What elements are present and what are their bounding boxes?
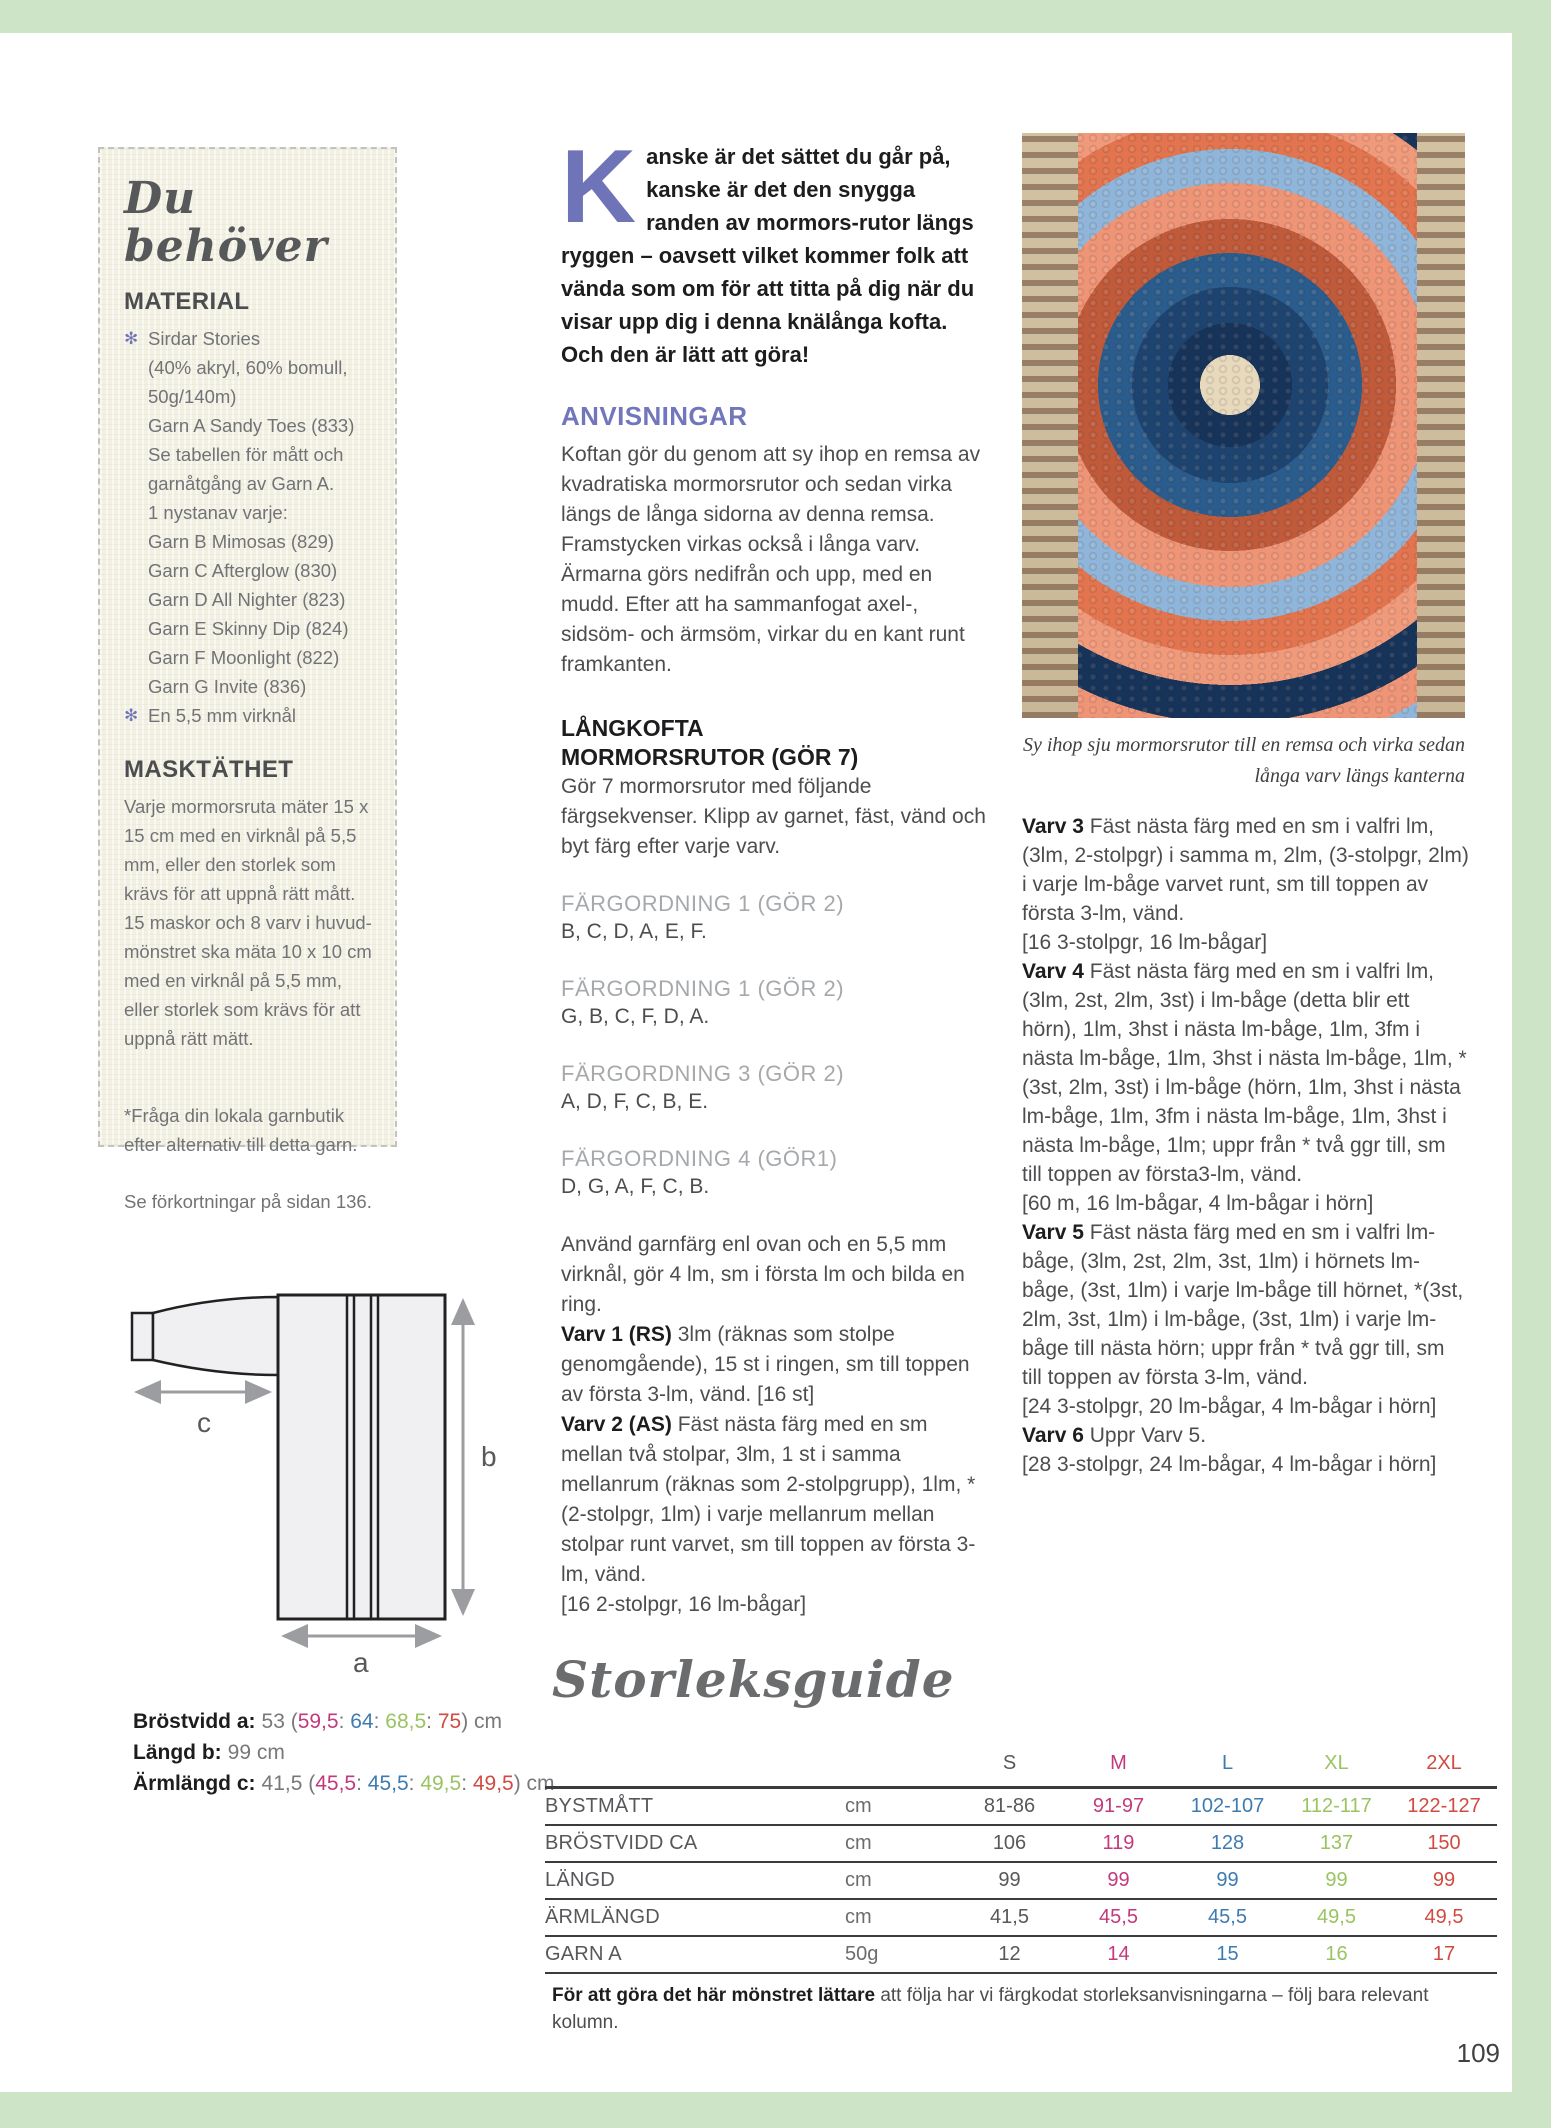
page-frame-top — [0, 0, 1551, 33]
measurements-block — [133, 1706, 583, 1799]
round-text: [16 3-stolpgr, 16 lm-bågar] — [1022, 931, 1268, 954]
size-guide-header-row — [545, 1748, 1497, 1789]
measurement-value: 68,5 — [385, 1710, 427, 1733]
pattern-subheading-1: LÅNGKOFTA — [561, 715, 704, 741]
measurement-value: 99 cm — [227, 1741, 285, 1764]
color-order-label: FÄRGORDNING 3 (GÖR 2) — [561, 1061, 845, 1086]
material-item-text: Garn G Invite (836) — [148, 675, 307, 697]
materials-sidebar — [98, 147, 397, 1212]
row-unit: cm — [845, 1869, 872, 1891]
body-shape — [278, 1295, 445, 1619]
material-item-text: Garn B Mimosas (829) — [148, 530, 335, 552]
schematic-svg — [85, 1240, 525, 1680]
value-xl: 112-117 — [1301, 1795, 1372, 1817]
sleeve-shape — [153, 1297, 278, 1375]
round-label: Varv 2 (AS) — [561, 1413, 672, 1436]
measurement-value: 75 — [437, 1710, 462, 1733]
color-coding-note — [552, 1982, 1482, 2036]
rounds-middle — [561, 1230, 993, 1620]
value-m: 45,5 — [1099, 1906, 1138, 1928]
row-label: BYSTMÅTT — [545, 1795, 654, 1817]
value-l: 128 — [1210, 1832, 1245, 1854]
round-label: Varv 5 — [1022, 1221, 1084, 1244]
value-s: 41,5 — [990, 1906, 1029, 1928]
row-label: LÄNGD — [545, 1869, 615, 1891]
size-header-m: M — [1110, 1751, 1127, 1774]
size-guide-table — [545, 1748, 1497, 1974]
material-item — [124, 672, 373, 701]
round-text: Fäst nästa färg med en sm i valfri lm, (3lm, 2-stolpgr) i samma m, 2lm, (3-stolpgr, 2lm) i varje lm-båge varvet runt, sm till toppen av första 3-lm, vänd. — [1022, 815, 1469, 925]
rounds-right — [1022, 812, 1470, 1479]
round-text: Fäst nästa färg med en sm mellan två stolpar, 3lm, 1 st i samma mellanrum (räknas som 2-stolpgrupp), 1lm, *(2-stolpgr, 1lm) i varje mellanrum mellan stolpar runt varvet, sm till toppen av första 3-lm, vänd. — [561, 1413, 976, 1586]
round-paragraph — [561, 1410, 993, 1590]
value-s: 106 — [992, 1832, 1027, 1854]
bust-measurement — [133, 1706, 583, 1737]
round-paragraph — [1022, 1218, 1470, 1392]
value-xl: 49,5 — [1317, 1906, 1356, 1928]
material-item — [124, 353, 373, 411]
round-text: Fäst nästa färg med en sm i valfri lm-båge, (3lm, 2st, 2lm, 3st, 1lm) i hörnets lm-båge, (3st, 1lm) i varje lm-båge till hörnet, *(3st, 2lm, 3st, 1lm) i lm-båge, (3st, 1lm) i varje lm-båge till nästa hörn; uppr från * två ggr till, sm till toppen av första 3-lm, vänd. — [1022, 1221, 1464, 1389]
value-2xl: 49,5 — [1424, 1906, 1464, 1928]
row-label: ÄRMLÄNGD — [545, 1906, 660, 1928]
row-label: BRÖSTVIDD CA — [545, 1832, 698, 1854]
sleeve-label: Ärmlängd c: — [133, 1772, 256, 1795]
size-header-l: L — [1221, 1751, 1234, 1774]
pattern-subheading-2: MORMORSRUTOR (GÖR 7) — [561, 744, 859, 770]
material-item — [124, 556, 373, 585]
garment-schematic — [85, 1240, 525, 1685]
dropcap-k: K — [561, 129, 637, 245]
round-label: Varv 4 — [1022, 960, 1084, 983]
round-paragraph — [1022, 957, 1470, 1189]
value-m: 99 — [1107, 1869, 1130, 1891]
instructions-body: Koftan gör du genom att sy ihop en remsa av kvadratiska mormorsrutor och sedan virka längs de långa sidorna av denna remsa. Framstycken virkas också i långa varv. Ärmarna görs nedifrån och upp, med en mudd. Efter att ha sammanfogat axel-, sidsöm- och ärmsöm, virkar du en kant runt framkanten. — [561, 443, 981, 676]
round-paragraph — [1022, 1189, 1470, 1218]
value-m: 119 — [1102, 1832, 1135, 1854]
bust-label: Bröstvidd a: — [133, 1710, 256, 1733]
color-order-sequence: G, B, C, F, D, A. — [561, 1005, 710, 1028]
row-label: GARN A — [545, 1943, 622, 1965]
material-item-text: Garn A Sandy Toes (833) — [148, 414, 355, 436]
length-label: Längd b: — [133, 1741, 222, 1764]
color-order-block — [561, 975, 993, 1032]
measurement-value: 53 ( — [261, 1710, 298, 1733]
round-paragraph — [1022, 1392, 1470, 1421]
round-paragraph — [1022, 1450, 1470, 1479]
color-order-block — [561, 890, 993, 947]
table-row — [545, 1900, 1497, 1937]
material-item-text: Garn E Skinny Dip (824) — [148, 617, 349, 639]
material-heading: MATERIAL — [124, 287, 250, 315]
material-item — [124, 411, 373, 440]
round-text: [24 3-stolpgr, 20 lm-bågar, 4 lm-bågar i hörn] — [1022, 1395, 1437, 1418]
round-text: [16 2-stolpgr, 16 lm-bågar] — [561, 1593, 807, 1616]
measurement-value: 64 — [350, 1710, 374, 1733]
material-item-text: Garn C Afterglow (830) — [148, 559, 338, 581]
intro-text: anske är det sättet du går på, kanske är det den snygga randen av mormors-rutor längs ryggen – oavsett vilket kommer folk att vända som om för att titta på dig när du visar upp dig i denna knälånga kofta. Och den är lätt att göra! — [561, 144, 975, 367]
color-order-sequence: D, G, A, F, C, B. — [561, 1175, 710, 1198]
material-item-text: Garn F Moonlight (822) — [148, 646, 340, 668]
color-order-label: FÄRGORDNING 1 (GÖR 2) — [561, 891, 845, 916]
value-xl: 99 — [1325, 1869, 1348, 1891]
color-order-sequence: B, C, D, A, E, F. — [561, 920, 707, 943]
length-measurement — [133, 1737, 583, 1768]
color-order-block — [561, 1060, 993, 1117]
row-unit: cm — [845, 1906, 872, 1928]
round-text: [60 m, 16 lm-bågar, 4 lm-bågar i hörn] — [1022, 1192, 1374, 1215]
round-text: Fäst nästa färg med en sm i valfri lm, (3lm, 2st, 2lm, 3st) i lm-båge (detta blir ett hörn), 1lm, 3hst i nästa lm-båge, 1lm, 3fm i nästa lm-båge, 1lm, 3hst i nästa lm-båge, 1lm, *(3st, 2lm, 3st) i lm-båge (hörn, 1lm, 3hst i nästa lm-båge, 1lm, 3fm i nästa lm-båge, 1lm, 3hst i nästa lm-båge, 1lm; uppr från * två ggr till, sm till toppen av första3-lm, vänd. — [1022, 960, 1467, 1186]
round-paragraph — [561, 1590, 993, 1620]
value-2xl: 122-127 — [1407, 1795, 1481, 1817]
label-b: b — [481, 1441, 497, 1472]
round-label: Varv 3 — [1022, 815, 1084, 838]
measurement-value: ) cm — [461, 1710, 503, 1733]
size-guide-title: Storleksguide — [552, 1650, 955, 1709]
material-item-text: garnåtgång av Garn A. — [148, 472, 335, 494]
round-label: Varv 1 (RS) — [561, 1323, 672, 1346]
measurement-value: : — [356, 1772, 368, 1795]
round-text: [28 3-stolpgr, 24 lm-bågar, 4 lm-bågar i hörn] — [1022, 1453, 1437, 1476]
material-item — [124, 614, 373, 643]
measurement-value: : — [408, 1772, 421, 1795]
value-s: 12 — [998, 1943, 1021, 1965]
value-2xl: 99 — [1432, 1869, 1456, 1891]
value-2xl: 17 — [1432, 1943, 1456, 1965]
round-text: Uppr Varv 5. — [1083, 1424, 1207, 1447]
note-rest: att följa har vi färgkodat storleksanvisningarna – följ bara relevant kolumn. — [552, 1985, 1429, 2033]
value-s: 81-86 — [983, 1795, 1036, 1817]
material-item — [124, 440, 373, 469]
table-row — [545, 1826, 1497, 1863]
material-item — [124, 701, 373, 730]
value-m: 14 — [1107, 1943, 1130, 1965]
photo-mesh-right — [1417, 133, 1465, 718]
value-l: 102-107 — [1190, 1795, 1265, 1817]
value-xl: 137 — [1319, 1832, 1354, 1854]
round-paragraph — [561, 1230, 993, 1320]
measurement-value: 41,5 ( — [261, 1772, 316, 1795]
measurement-value: 45,5 — [367, 1772, 409, 1795]
material-item — [124, 643, 373, 672]
value-2xl: 150 — [1427, 1832, 1461, 1854]
table-row — [545, 1937, 1497, 1974]
square-intro: Gör 7 mormorsrutor med följande färgsekvenser. Klipp av garnet, fäst, vänd och byt färg efter varje varv. — [561, 775, 986, 858]
material-item — [124, 469, 373, 498]
sidebar-title: Du behöver — [124, 173, 328, 273]
page-number: 109 — [1456, 2038, 1500, 2068]
round-text: Använd garnfärg enl ovan och en 5,5 mm virknål, gör 4 lm, sm i första lm och bilda en ring. — [561, 1233, 965, 1316]
measurement-value: 49,5 — [472, 1772, 514, 1795]
round-text: 3lm (räknas som stolpe genomgående), 15 st i ringen, sm till toppen av första 3-lm, vänd. [16 st] — [561, 1323, 970, 1406]
size-guide-rows — [545, 1789, 1497, 1974]
material-item-text: 1 nystanav varje: — [148, 501, 288, 523]
measurement-value: 49,5 — [420, 1772, 462, 1795]
material-item-text: Sirdar Stories — [148, 327, 261, 349]
material-list — [124, 324, 373, 730]
note-bold: För att göra det här mönstret lättare — [552, 1985, 876, 2006]
row-unit: 50g — [845, 1943, 879, 1965]
round-paragraph — [1022, 928, 1470, 957]
material-item-text: (40% akryl, 60% bomull, 50g/140m) — [148, 356, 348, 407]
page-frame-right — [1512, 33, 1551, 2092]
instructions-heading: ANVISNINGAR — [561, 401, 748, 431]
sleeve-measurement — [133, 1768, 583, 1799]
size-header-s: S — [1002, 1751, 1017, 1774]
page-frame-bottom — [0, 2092, 1551, 2128]
measurement-value: ) cm — [513, 1772, 555, 1795]
abbreviations-note: Se förkortningar på sidan 136. — [124, 1190, 372, 1212]
material-item-text: En 5,5 mm virknål — [148, 704, 297, 726]
material-item — [124, 585, 373, 614]
color-order-block — [561, 1145, 993, 1202]
asterisk-bullet-icon: ✻ — [124, 705, 139, 725]
color-order-list — [561, 890, 993, 1202]
material-item-text: Se tabellen för mått och — [148, 443, 344, 465]
row-unit: cm — [845, 1832, 872, 1854]
material-item — [124, 498, 373, 527]
value-l: 99 — [1216, 1869, 1239, 1891]
granny-squares-photo — [1022, 133, 1465, 718]
measurement-value: : — [338, 1710, 351, 1733]
photo-mesh-left — [1022, 133, 1078, 718]
table-row — [545, 1789, 1497, 1826]
asterisk-bullet-icon: ✻ — [124, 328, 139, 348]
gauge-heading: MASKTÄTHET — [124, 755, 294, 783]
material-item — [124, 527, 373, 556]
measurement-value: : — [426, 1710, 438, 1733]
round-paragraph — [1022, 1421, 1470, 1450]
size-header-2xl: 2XL — [1426, 1751, 1462, 1774]
value-l: 15 — [1216, 1943, 1239, 1965]
material-item-text: Garn D All Nighter (823) — [148, 588, 346, 610]
value-xl: 16 — [1325, 1943, 1348, 1965]
measurement-value: : — [373, 1710, 386, 1733]
color-order-label: FÄRGORDNING 1 (GÖR 2) — [561, 976, 845, 1001]
value-l: 45,5 — [1208, 1906, 1247, 1928]
yarn-substitute-note: *Fråga din lokala garnbutik efter alternativ till detta garn. — [124, 1104, 358, 1155]
measurement-value: : — [461, 1772, 473, 1795]
value-s: 99 — [998, 1869, 1021, 1891]
sleeve-cuff — [132, 1313, 153, 1360]
measurement-value: 45,5 — [315, 1772, 357, 1795]
size-header-xl: XL — [1324, 1751, 1349, 1774]
intro-paragraph — [561, 129, 993, 371]
round-paragraph — [1022, 812, 1470, 928]
table-row — [545, 1863, 1497, 1900]
measurement-value: 59,5 — [297, 1710, 339, 1733]
label-c: c — [197, 1407, 211, 1438]
value-m: 91-97 — [1092, 1795, 1145, 1817]
gauge-text: Varje mormorsruta mäter 15 x 15 cm med en virknål på 5,5 mm, eller den storlek som krävs för att uppnå rätt mått. 15 maskor och 8 varv i huvud-mönstret ska mäta 10 x 10 cm med en virknål på 5,5 mm, eller storlek som krävs för att uppnå rätt mätt. — [124, 795, 372, 1049]
photo-caption: Sy ihop sju mormorsrutor till en remsa och virka sedan långa varv längs kanterna — [1022, 734, 1465, 787]
middle-column — [561, 129, 993, 1620]
round-label: Varv 6 — [1022, 1424, 1084, 1447]
material-item — [124, 324, 373, 353]
row-unit: cm — [845, 1795, 872, 1817]
color-order-sequence: A, D, F, C, B, E. — [561, 1090, 709, 1113]
round-paragraph — [561, 1320, 993, 1410]
color-order-label: FÄRGORDNING 4 (GÖR1) — [561, 1146, 838, 1171]
label-a: a — [353, 1647, 369, 1678]
